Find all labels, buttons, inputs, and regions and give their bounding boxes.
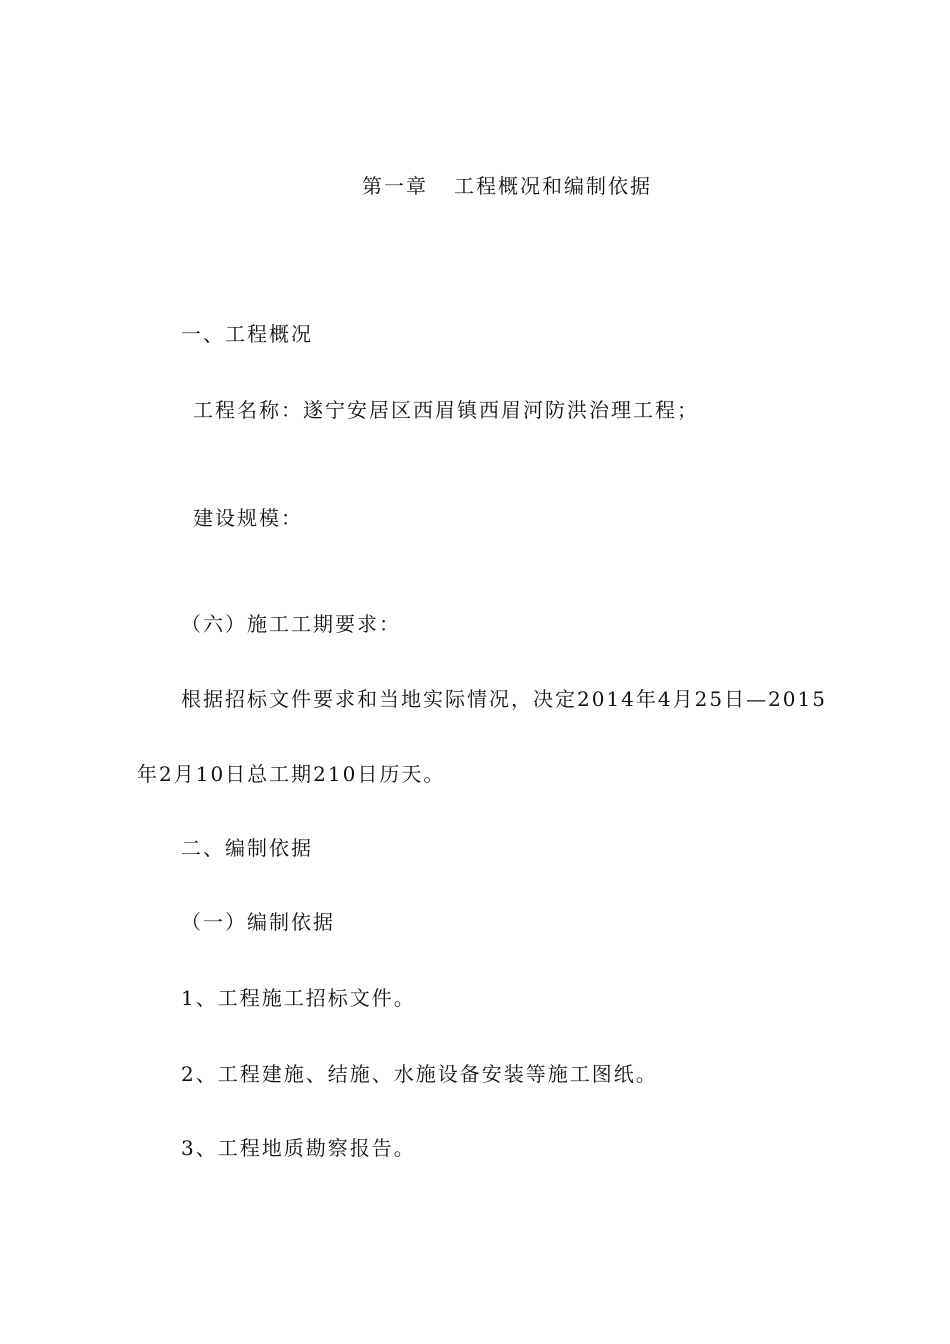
basis-item-3: 3、工程地质勘察报告。 [181,1136,416,1160]
basis-heading: 二、编制依据 [181,836,313,860]
schedule-paragraph-line-2: 年2月10日总工期210日历天。 [137,762,446,786]
schedule-heading: （六）施工工期要求： [181,612,401,636]
overview-heading: 一、工程概况 [181,322,313,346]
construction-scale: 建设规模： [193,506,303,530]
basis-item-1: 1、工程施工招标文件。 [181,986,416,1010]
basis-item-2: 2、工程建施、结施、水施设备安装等施工图纸。 [181,1062,658,1086]
basis-subheading: （一）编制依据 [181,910,335,934]
chapter-name: 工程概况和编制依据 [454,174,652,198]
chapter-title [362,172,652,200]
project-name: 工程名称：遂宁安居区西眉镇西眉河防洪治理工程； [193,398,699,422]
schedule-paragraph-line-1: 根据招标文件要求和当地实际情况，决定2014年4月25日—2015 [181,687,827,711]
chapter-number: 第一章 [362,174,428,198]
